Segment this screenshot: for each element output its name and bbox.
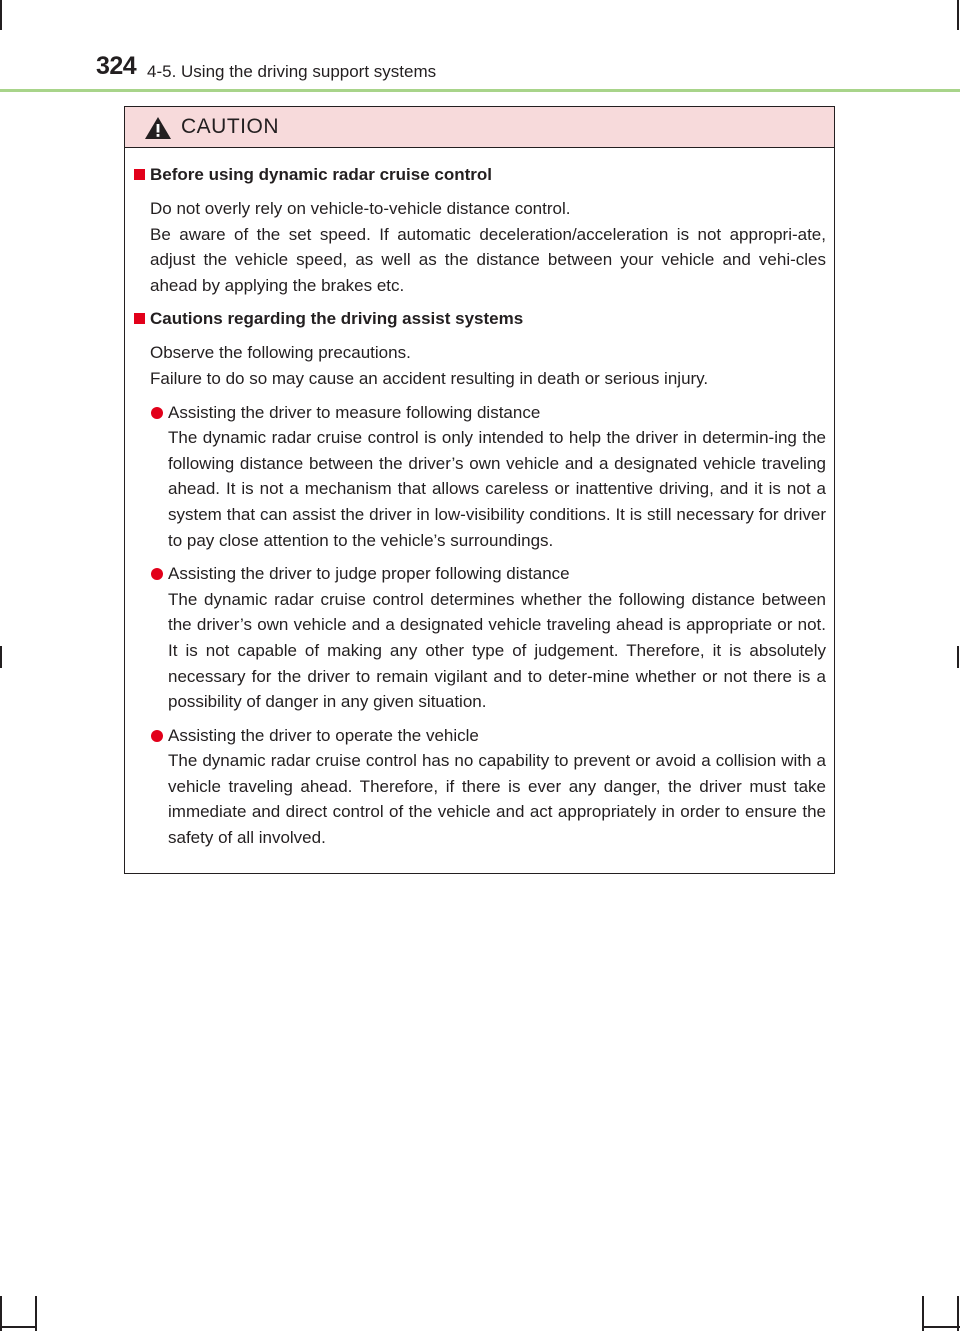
section-title: 4-5. Using the driving support systems [147,62,437,81]
caution-label: CAUTION [181,115,279,138]
section-heading-text: Cautions regarding the driving assist systems [150,309,524,329]
bullet-title: Assisting the driver to operate the vehicle [168,725,479,745]
paragraph: Be aware of the set speed. If automatic deceleration/acceleration is not appropri-ate, adjust the vehicle speed, as well as the distance between your vehicle and vehi-cles ahead by applying the brakes etc. [150,224,826,295]
bullet-title: Assisting the driver to measure following distance [168,402,541,422]
paragraph: Observe the following precautions. [150,343,411,363]
paragraph: Failure to do so may cause an accident resulting in death or serious injury. [150,368,709,388]
crop-mark [35,1296,37,1331]
crop-mark [923,1326,960,1328]
red-bullet-icon [151,407,163,419]
bullet-text: The dynamic radar cruise control determines whether the following distance between the driver’s own vehicle and a designated vehicle traveling ahead is appropriate or not. It is not capable of making any other type of judgement. Therefore, it is absolutely necessary for the driver to remain vigilant and to deter-mine whether or not there is a possibility of danger in any given situation. [168,589,826,712]
caution-body [125,148,834,851]
warning-triangle-icon [144,116,172,140]
crop-mark [0,1326,36,1328]
red-bullet-icon [151,568,163,580]
caution-header [125,107,834,148]
page-number: 324 [96,52,137,80]
red-bullet-icon [151,730,163,742]
crop-mark [0,646,2,668]
red-square-icon [134,313,145,324]
crop-mark [0,0,2,30]
bullet-item [133,723,826,851]
section-heading [133,162,826,188]
caution-box [124,106,835,874]
bullet-title: Assisting the driver to judge proper following distance [168,564,570,584]
bullet-item [133,400,826,554]
bullet-text: The dynamic radar cruise control has no capability to prevent or avoid a collision with a vehicle traveling ahead. Therefore, if there is ever any danger, the driver must take immediate and direct control of the vehicle and act appropriately in order to ensure the safety of all involved. [168,751,826,848]
crop-mark [957,0,959,30]
crop-mark [957,646,959,668]
header-rule [0,89,960,92]
paragraph-block [133,196,826,298]
paragraph: Do not overly rely on vehicle-to-vehicle distance control. [150,199,571,218]
red-square-icon [134,169,145,180]
crop-mark [957,1296,959,1331]
section-heading-text: Before using dynamic radar cruise control [150,165,492,184]
paragraph-block [133,340,826,391]
bullet-text: The dynamic radar cruise control is only intended to help the driver in determin-ing the following distance between the driver’s own vehicle and a designated vehicle traveling ahead. It is not a mechanism that allows careless or inattentive driving, and it is not a system that can assist the driver in low-visibility conditions. It is still necessary for driver to pay close attention to the vehicle’s surroundings. [168,428,826,550]
section-heading [133,306,826,332]
bullet-item [133,561,826,715]
